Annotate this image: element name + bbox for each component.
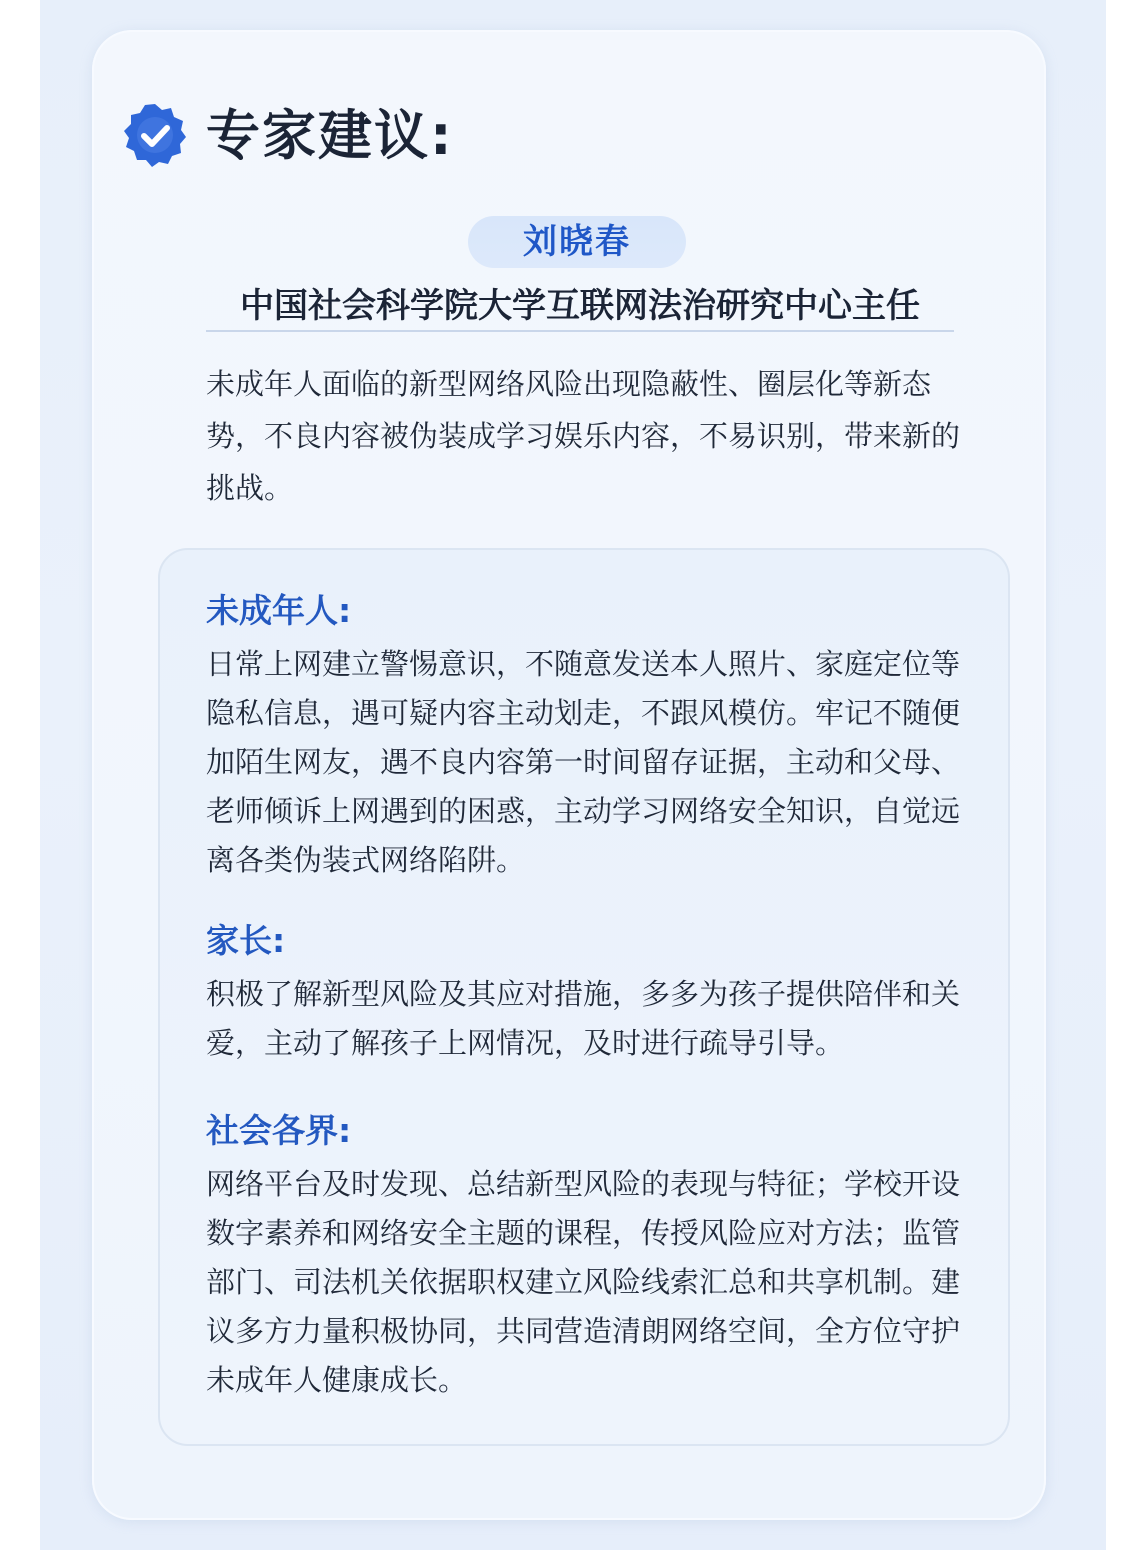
section-body-minors: 日常上网建立警惕意识，不随意发送本人照片、家庭定位等隐私信息，遇可疑内容主动划走，不跟风模仿。牢记不随便加陌生网友，遇不良内容第一时间留存证据，主动和父母、老师倾诉上网遇到的困惑，主动学习网络安全知识，自觉远离各类伪装式网络陷阱。 [206,647,961,877]
section-title-parents: 家长: [206,921,286,960]
intro-paragraph: 未成年人面临的新型网络风险出现隐蔽性、圈层化等新态势，不良内容被伪装成学习娱乐内容，不易识别，带来新的挑战。 [206,367,961,505]
section-title-society: 社会各界: [206,1111,352,1150]
expert-affiliation: 中国社会科学院大学互联网法治研究中心主任 [206,282,954,332]
verified-check-badge-icon [122,102,188,168]
expert-name-pill: 刘晓春 [468,216,686,268]
section-body-society: 网络平台及时发现、总结新型风险的表现与特征；学校开设数字素养和网络安全主题的课程，传授风险应对方法；监管部门、司法机关依据职权建立风险线索汇总和共享机制。建议多方力量积极协同，共同营造清朗网络空间，全方位守护未成年人健康成长。 [206,1167,961,1397]
section-body-parents: 积极了解新型风险及其应对措施，多多为孩子提供陪伴和关爱，主动了解孩子上网情况，及时进行疏导引导。 [206,977,961,1060]
page-heading: 专家建议: [206,104,454,167]
section-title-minors: 未成年人: [206,591,352,630]
